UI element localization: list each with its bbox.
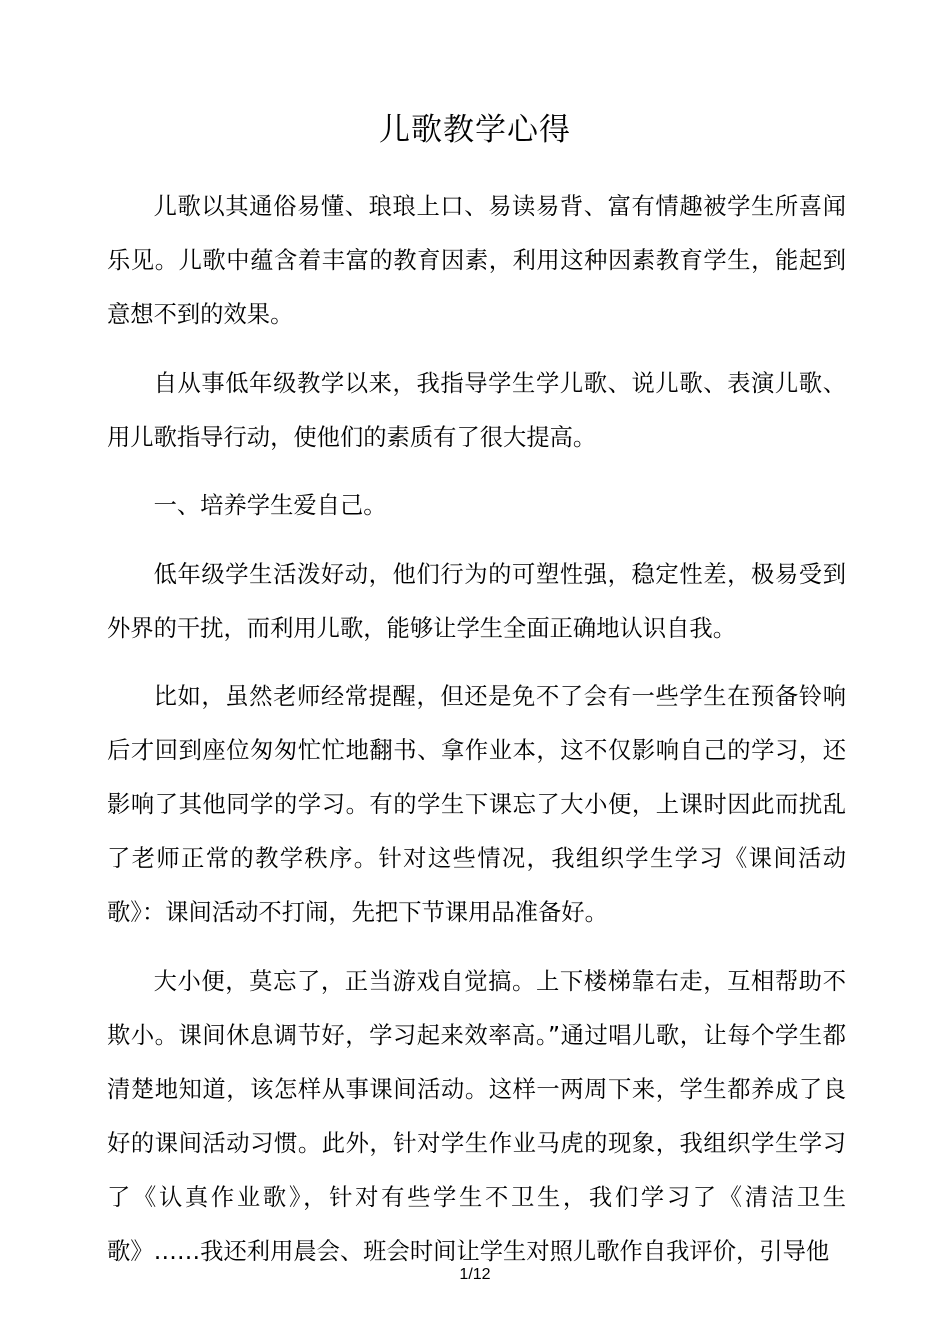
section-heading-love-self: 一、培养学生爱自己。 [153, 492, 387, 519]
paragraph-example: 比如，虽然老师经常提醒，但还是免不了会有一些学生在预备铃响后才回到座位匆匆忙忙地翻书、拿作业本，这不仅影响自己的学习，还影响了其他同学的学习。有的学生下课忘了大小便，上课时因此而扰乱了老师正常的教学秩序。针对这些情况，我组织学生学习《课间活动歌》：课间活动不打闹，先把下节课用品准备好。 [107, 683, 846, 926]
paragraph-teaching-experience: 自从事低年级教学以来，我指导学生学儿歌、说儿歌、表演儿歌、用儿歌指导行动，使他们的素质有了很大提高。 [107, 369, 846, 451]
paragraph-song-lyrics: 大小便，莫忘了，正当游戏自觉搞。上下楼梯靠右走，互相帮助不欺小。课间休息调节好，学习起来效率高。”通过唱儿歌，让每个学生都清楚地知道，该怎样从事课间活动。这样一两周下来，学生都养成了良好的课间活动习惯。此外，针对学生作业马虎的现象，我组织学生学习了《认真作业歌》，针对有些学生不卫生，我们学习了《清洁卫生歌》……我还利用晨会、班会时间让学生对照儿歌作自我评价，引导他 [107, 967, 846, 1265]
document-title: 儿歌教学心得 [379, 112, 571, 148]
paragraph-low-grade-students: 低年级学生活泼好动，他们行为的可塑性强，稳定性差，极易受到外界的干扰，而利用儿歌，能够让学生全面正确地认识自我。 [107, 560, 846, 642]
paragraph-intro: 儿歌以其通俗易懂、琅琅上口、易读易背、富有情趣被学生所喜闻乐见。儿歌中蕴含着丰富的教育因素，利用这种因素教育学生，能起到意想不到的效果。 [107, 193, 846, 328]
document-body [107, 180, 846, 1293]
page-number: 1/12 [459, 1266, 491, 1283]
